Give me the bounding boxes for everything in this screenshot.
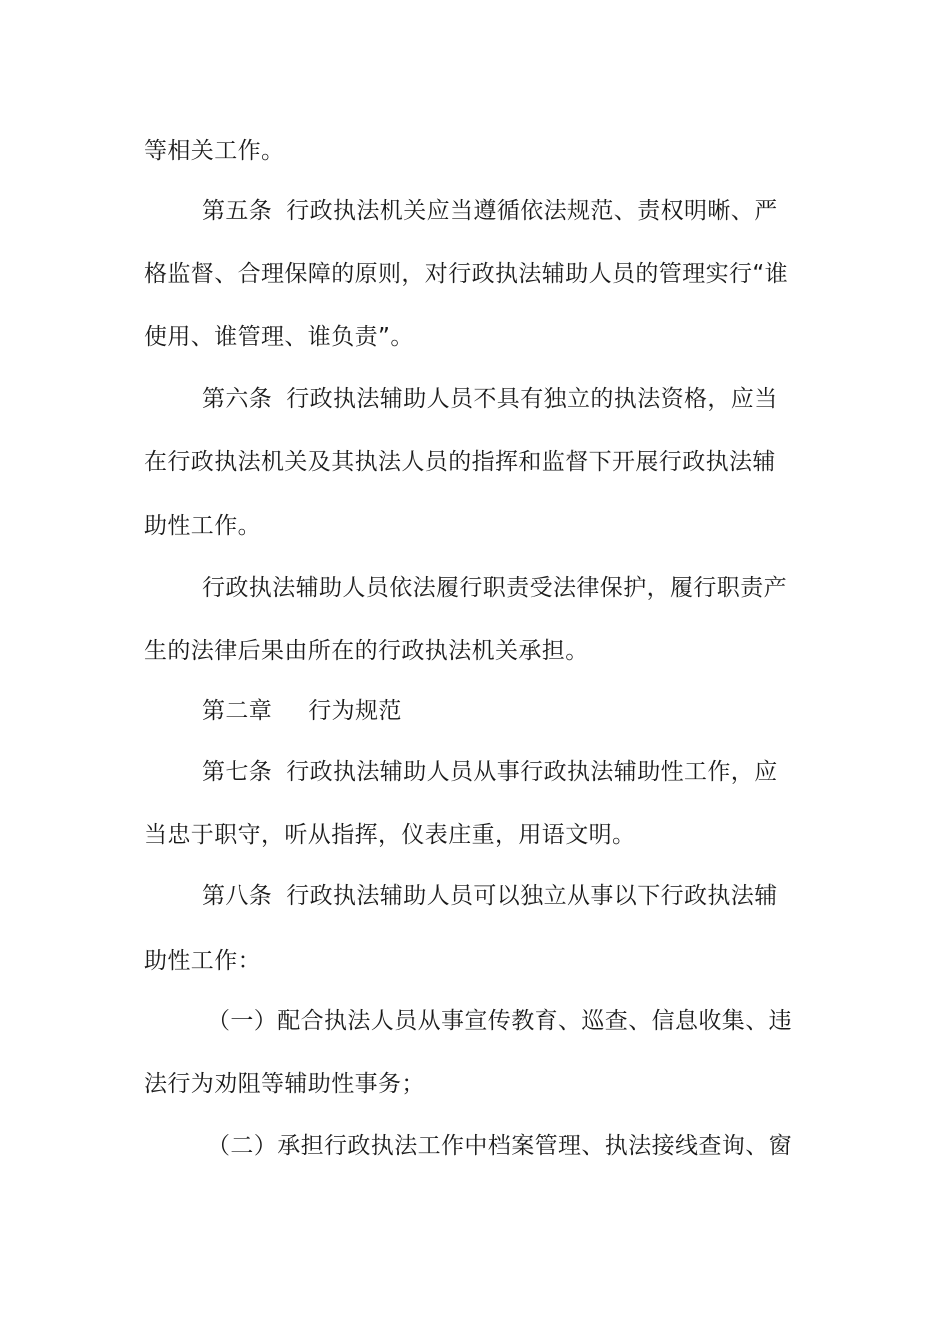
item-1-line: （一）配合执法人员从事宣传教育、巡查、信息收集、违 [207, 1008, 792, 1034]
chapter-2-title: 行为规范 [308, 698, 402, 724]
article-8-text: 行政执法辅助人员可以独立从事以下行政执法辅 [286, 883, 778, 909]
article-7-line [202, 757, 778, 787]
article-7-label: 第七条 [202, 759, 273, 785]
article-5-text: 行政执法机关应当遵循依法规范、责权明晰、严 [286, 198, 778, 224]
article-5-label: 第五条 [202, 198, 273, 224]
article-7-text: 行政执法辅助人员从事行政执法辅助性工作，应 [286, 759, 778, 785]
item-2-line: （二）承担行政执法工作中档案管理、执法接线查询、窗 [207, 1133, 792, 1159]
text-line-14: 助性工作： [144, 948, 261, 974]
chapter-2-heading [202, 696, 402, 726]
text-line-16: 法行为劝阻等辅助性事务； [144, 1071, 425, 1097]
article-8-line [202, 881, 778, 911]
article-5-line [202, 196, 778, 226]
text-line-7: 助性工作。 [144, 513, 261, 539]
text-line-4: 使用、谁管理、谁负责”。 [144, 324, 414, 350]
article-6-text: 行政执法辅助人员不具有独立的执法资格，应当 [286, 386, 778, 412]
chapter-2-label: 第二章 [202, 698, 273, 724]
text-line-9: 生的法律后果由所在的行政执法机关承担。 [144, 638, 589, 664]
text-line-6: 在行政执法机关及其执法人员的指挥和监督下开展行政执法辅 [144, 449, 776, 475]
text-line-3: 格监督、合理保障的原则，对行政执法辅助人员的管理实行“谁 [144, 261, 789, 287]
text-line-1: 等相关工作。 [144, 138, 285, 164]
article-6-line [202, 384, 778, 414]
text-line-12: 当忠于职守，听从指挥，仪表庄重，用语文明。 [144, 822, 636, 848]
text-line-8: 行政执法辅助人员依法履行职责受法律保护，履行职责产 [202, 575, 787, 601]
article-6-label: 第六条 [202, 386, 273, 412]
article-8-label: 第八条 [202, 883, 273, 909]
